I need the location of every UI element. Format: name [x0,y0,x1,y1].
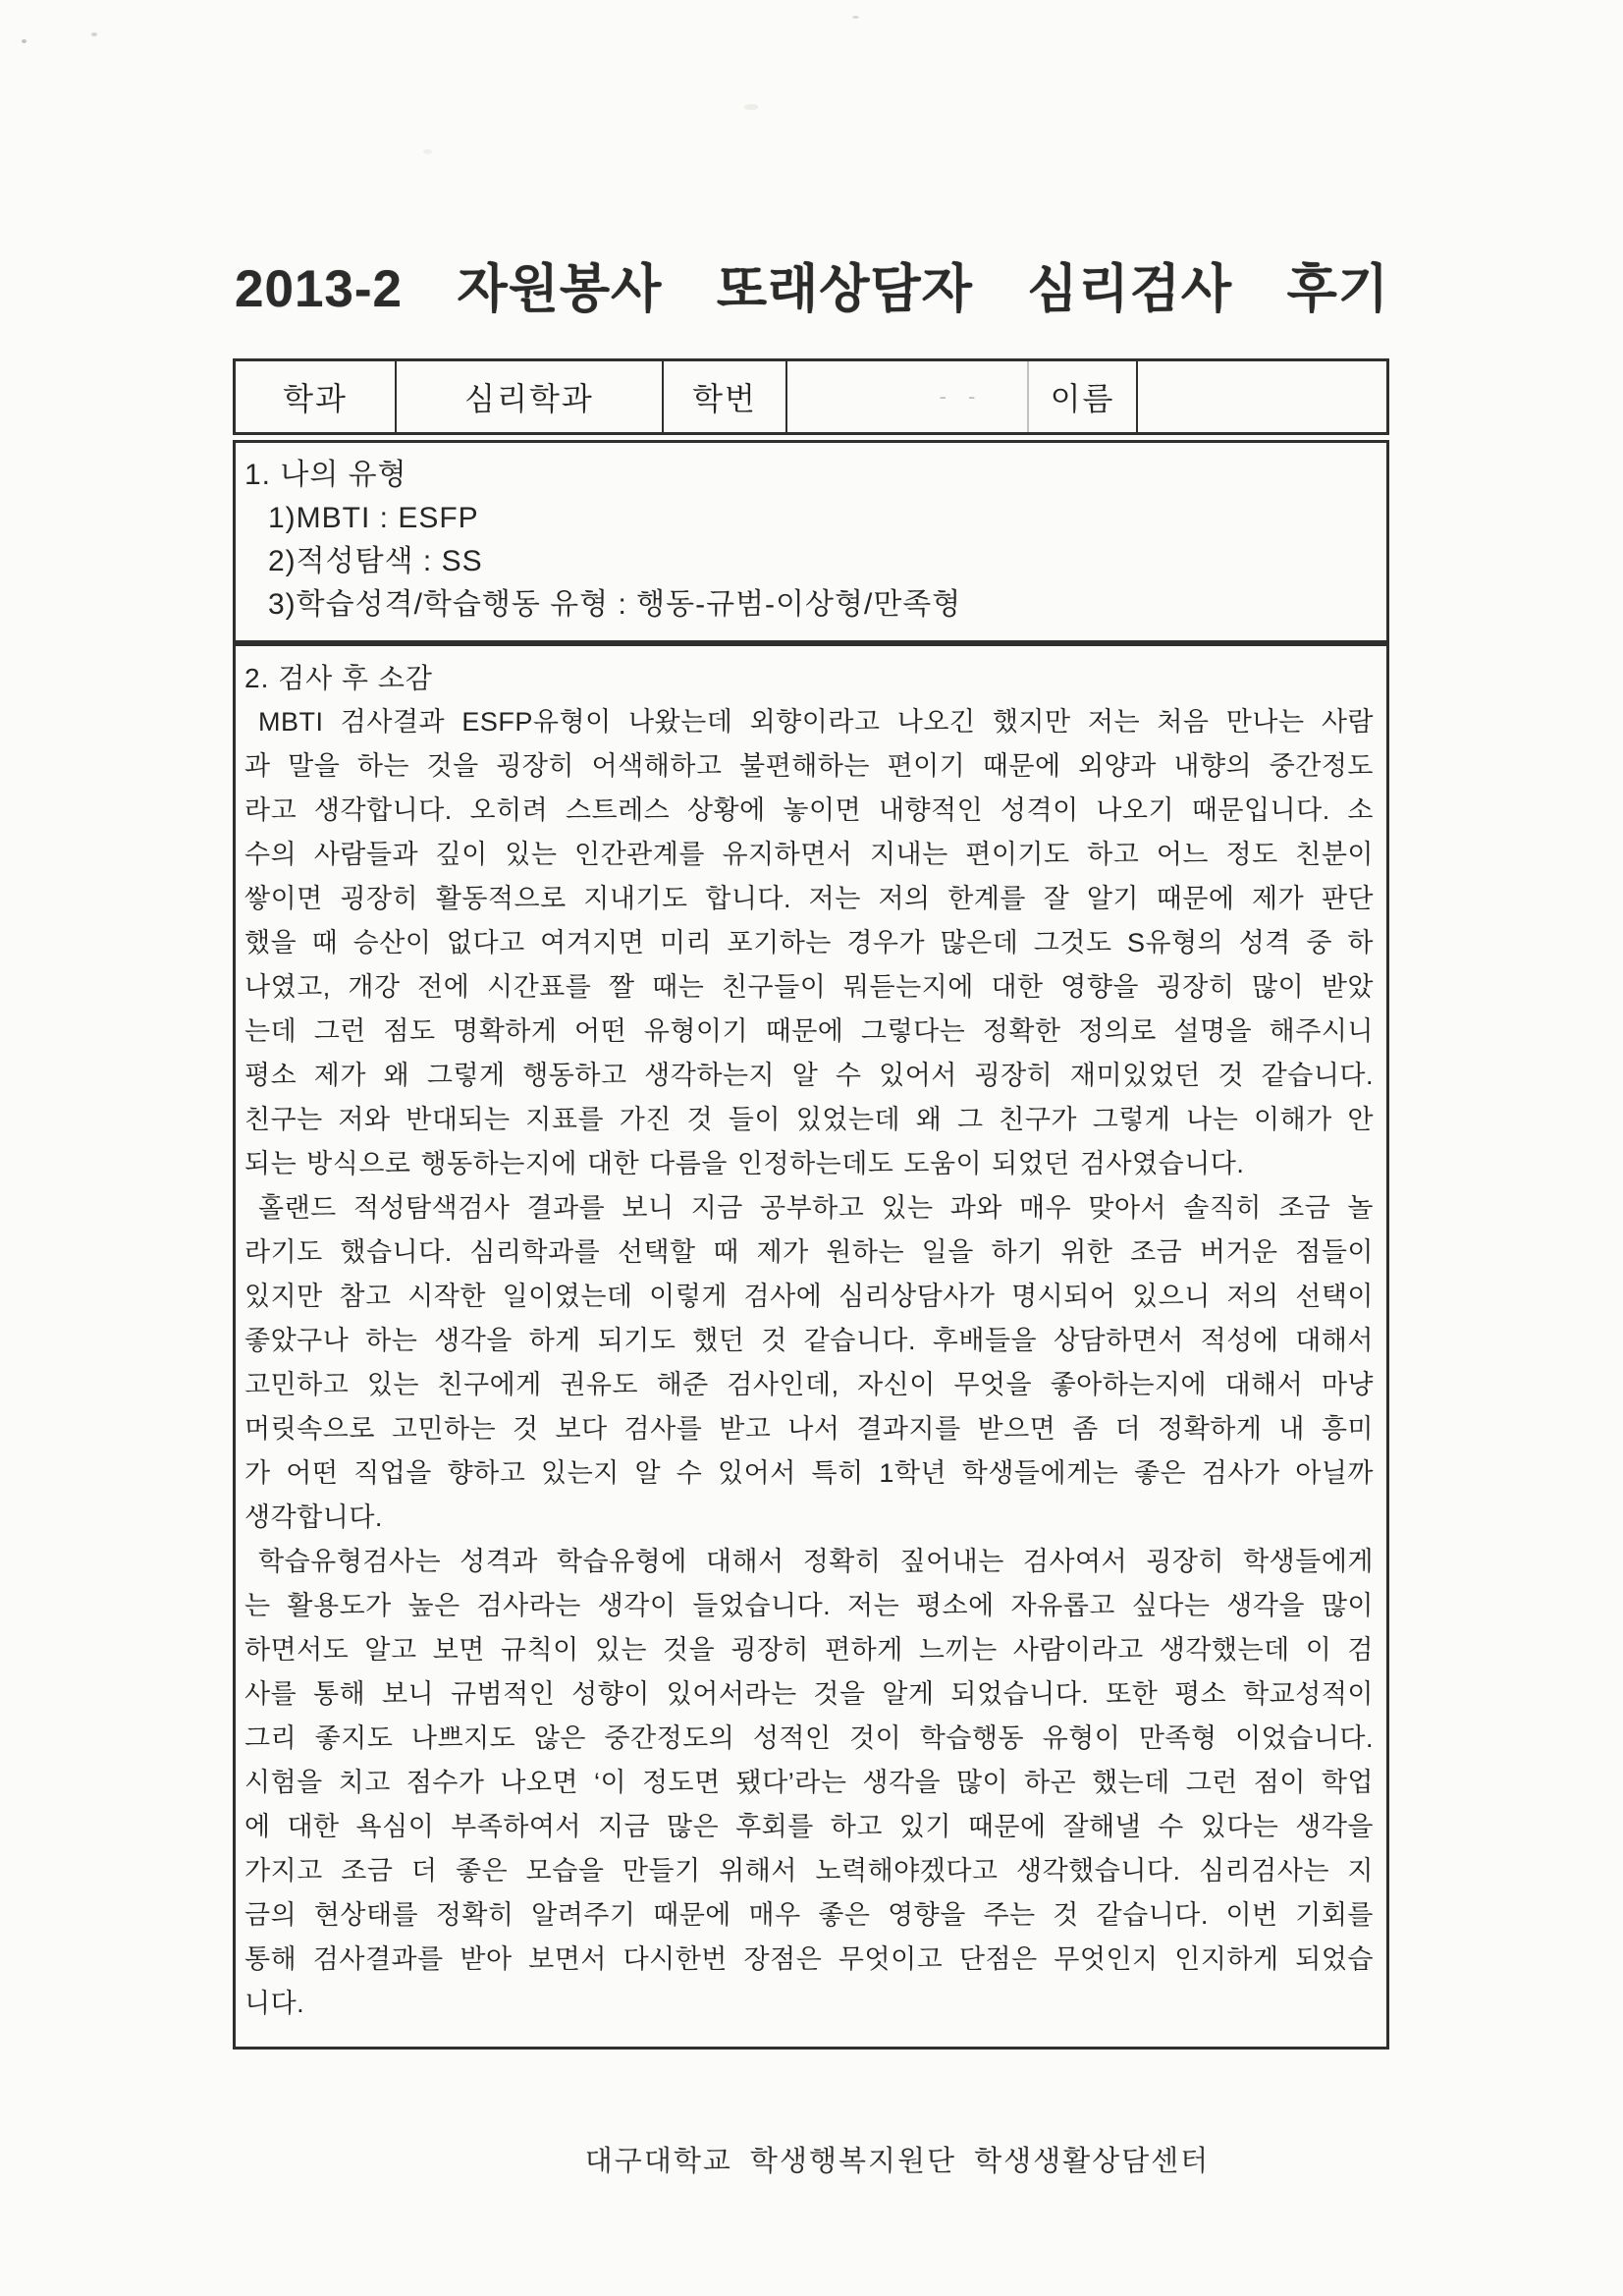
body-paragraphs [244,700,1374,2026]
section-my-type [233,440,1389,643]
scan-speck [744,104,758,110]
body-line: 는 활용도가 높은 검사라는 생각이 들었습니다. 저는 평소에 자유롭고 싶다는 생각을 많이 [244,1591,1374,1620]
scan-speck [852,16,859,19]
body-line: 가 어떤 직업을 향하고 있는지 알 수 있어서 특히 1학년 학생들에게는 좋은 검사가 아닐까 [244,1458,1374,1488]
body-line: 과 말을 하는 것을 굉장히 어색해하고 불편해하는 편이기 때문에 외양과 내향의 중간정도 [244,751,1374,781]
learning-type-item: 3)학습성격/학습행동 유형 : 행동-규범-이상형/만족형 [268,588,962,621]
body-line: 통해 검사결과를 받아 보면서 다시한번 장점은 무엇이고 단점은 무엇인지 인지하게 되었습 [244,1944,1374,1974]
body-line: 하면서도 알고 보면 규칙이 있는 것을 굉장히 편하게 느끼는 사람이라고 생각했는데 이 검 [244,1635,1374,1665]
body-line: 머릿속으로 고민하는 것 보다 검사를 받고 나서 결과지를 받으면 좀 더 정확하게 내 흥미 [244,1414,1374,1444]
body-line: 좋았구나 하는 생각을 하게 되기도 했던 것 같습니다. 후배들을 상담하면서 적성에 대해서 [244,1326,1374,1355]
body-line: 사를 통해 보니 규범적인 성향이 있어서라는 것을 알게 되었습니다. 또한 평소 학교성적이 [244,1679,1374,1709]
body-line: 있지만 참고 시작한 일이였는데 이렇게 검사에 심리상담사가 명시되어 있으니 저의 선택이 [244,1282,1374,1311]
paragraph [244,700,1374,1186]
paragraph [244,1540,1374,2026]
body-line: 금의 현상태를 정확히 알려주기 때문에 매우 좋은 영향을 주는 것 같습니다. 이번 기회를 [244,1900,1374,1930]
body-line: 홀랜드 적성탐색검사 결과를 보니 지금 공부하고 있는 과와 매우 맞아서 솔직히 조금 놀 [258,1193,1374,1223]
body-line: 는데 그런 점도 명확하게 어떤 유형이기 때문에 그렇다는 정확한 정의로 설명을 해주시니 [244,1016,1374,1046]
body-line: 가지고 조금 더 좋은 모습을 만들기 위해서 노력해야겠다고 생각했습니다. 심리검사는 지 [244,1856,1374,1886]
body-line: 고민하고 있는 친구에게 권유도 해준 검사인데, 자신이 무엇을 좋아하는지에 대해서 마냥 [244,1370,1374,1399]
body-line: 에 대한 욕심이 부족하여서 지금 많은 후회를 하고 있기 때문에 잘해낼 수 있다는 생각을 [244,1812,1374,1841]
body-line: 나였고, 개강 전에 시간표를 짤 때는 친구들이 뭐듣는지에 대한 영향을 굉장히 많이 받았 [244,972,1374,1002]
mbti-item: 1)MBTI : ESFP [268,502,479,534]
name-label: 이름 [1029,361,1138,432]
scan-speck [22,39,27,43]
student-id-label: 학번 [664,361,787,432]
scan-speck [423,149,432,154]
body-line: 쌓이면 굉장히 활동적으로 지내기도 합니다. 저는 저의 한계를 잘 알기 때문에 제가 판단 [244,884,1374,913]
body-line: 했을 때 승산이 없다고 여겨지면 미리 포기하는 경우가 많은데 그것도 S유형의 성격 중 하 [244,928,1374,957]
body-line: 시험을 치고 점수가 나오면 ‘이 정도면 됐다’라는 생각을 많이 하곤 했는데 그런 점이 학업 [244,1768,1374,1797]
dept-label: 학과 [236,361,397,432]
section1-heading: 1. 나의 유형 [244,459,407,491]
body-line: 그리 좋지도 나쁘지도 않은 중간정도의 성적인 것이 학습행동 유형이 만족형 이었습니다. [244,1723,1374,1753]
section-impressions [233,643,1389,2050]
paragraph [244,1186,1374,1540]
page-title: 2013-2 자원봉사 또래상담자 심리검사 후기 [235,260,1389,318]
body-line: 니다. [244,1989,305,2018]
aptitude-item: 2)적성탐색 : SS [268,545,483,577]
body-line: 라기도 했습니다. 심리학과를 선택할 때 제가 원하는 일을 하기 위한 조금 버거운 점들이 [244,1237,1374,1267]
body-line: 학습유형검사는 성격과 학습유형에 대해서 정확히 짚어내는 검사여서 굉장히 학생들에게 [258,1547,1374,1576]
header-table [233,358,1389,435]
body-line: 친구는 저와 반대되는 지표를 가진 것 들이 있었는데 왜 그 친구가 그렇게 나는 이해가 안 [244,1105,1374,1134]
body-line: 라고 생각합니다. 오히려 스트레스 상황에 놓이면 내향적인 성격이 나오기 때문입니다. 소 [244,795,1374,825]
name-value [1138,361,1386,432]
dept-value: 심리학과 [397,361,664,432]
body-line: 생각합니다. [244,1503,383,1532]
body-line: 되는 방식으로 행동하는지에 대한 다름을 인정하는데도 도움이 되었던 검사였습니다. [244,1149,1245,1178]
section2-heading: 2. 검사 후 소감 [244,663,433,693]
footer-org: 대구대학교 학생행복지원단 학생생활상담센터 [584,2146,1211,2177]
scan-speck [91,32,97,36]
student-id-value: - - [787,361,1029,432]
body-line: 평소 제가 왜 그렇게 행동하고 생각하는지 알 수 있어서 굉장히 재미있었던 것 같습니다. [244,1061,1374,1090]
body-line: MBTI 검사결과 ESFP유형이 나왔는데 외향이라고 나오긴 했지만 저는 처음 만나는 사람 [258,707,1374,737]
body-line: 수의 사람들과 깊이 있는 인간관계를 유지하면서 지내는 편이기도 하고 어느 정도 친분이 [244,840,1374,869]
